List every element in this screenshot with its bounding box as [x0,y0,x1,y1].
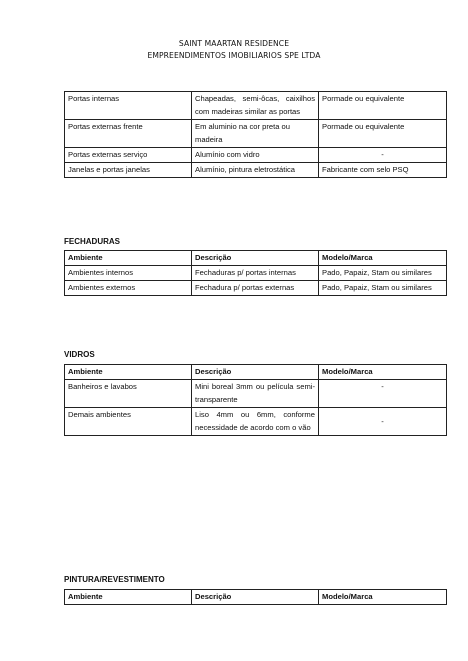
descricao-cell: Alumínio, pintura eletrostática [192,163,319,178]
modelo-cell: Pado, Papaiz, Stam ou similares [319,266,447,281]
descricao-cell: Chapeadas, semi-ôcas, caixilhos com madeiras similar as portas [192,92,319,120]
descricao-cell: Em aluminio na cor preta ou madeira [192,120,319,148]
table-header-row [65,365,447,380]
table-row [65,148,447,163]
pintura-heading: PINTURA/REVESTIMENTO [64,575,165,584]
table-row [65,92,447,120]
document-title: SAINT MAARTAN RESIDENCE [178,39,290,48]
table-header-row [65,590,447,605]
ambiente-cell: Banheiros e lavabos [65,380,192,408]
ambiente-cell: Demais ambientes [65,408,192,436]
document-subtitle: EMPREENDIMENTOS IMOBILIARIOS SPE LTDA [147,51,321,60]
pintura-table [64,589,447,605]
header-descricao: Descrição [192,590,319,605]
header-ambiente: Ambiente [65,251,192,266]
modelo-cell: Fabricante com selo PSQ [319,163,447,178]
header-modelo: Modelo/Marca [319,365,447,380]
table-header-row [65,251,447,266]
header-descricao: Descrição [192,251,319,266]
fechaduras-heading: FECHADURAS [64,237,120,246]
modelo-cell: - [319,408,447,436]
header-descricao: Descrição [192,365,319,380]
vidros-heading: VIDROS [64,350,95,359]
table-row [65,408,447,436]
descricao-cell: Mini boreal 3mm ou película semi-transparente [192,380,319,408]
modelo-cell: Pormade ou equivalente [319,92,447,120]
header-ambiente: Ambiente [65,365,192,380]
fechaduras-table [64,250,447,296]
modelo-cell: - [319,380,447,408]
vidros-table [64,364,447,436]
header-modelo: Modelo/Marca [319,590,447,605]
header-ambiente: Ambiente [65,590,192,605]
portas-table [64,91,447,178]
table-row [65,120,447,148]
table-row [65,163,447,178]
table-row [65,380,447,408]
descricao-cell: Alumínio com vidro [192,148,319,163]
header-modelo: Modelo/Marca [319,251,447,266]
modelo-cell: - [319,148,447,163]
ambiente-cell: Ambientes externos [65,281,192,296]
descricao-cell: Fechaduras p/ portas internas [192,266,319,281]
table-row [65,281,447,296]
ambiente-cell: Ambientes internos [65,266,192,281]
ambiente-cell: Janelas e portas janelas [65,163,192,178]
ambiente-cell: Portas externas serviço [65,148,192,163]
ambiente-cell: Portas externas frente [65,120,192,148]
ambiente-cell: Portas internas [65,92,192,120]
modelo-cell: Pormade ou equivalente [319,120,447,148]
table-row [65,266,447,281]
modelo-cell: Pado, Papaiz, Stam ou similares [319,281,447,296]
descricao-cell: Fechadura p/ portas externas [192,281,319,296]
descricao-cell: Liso 4mm ou 6mm, conforme necessidade de acordo com o vão [192,408,319,436]
